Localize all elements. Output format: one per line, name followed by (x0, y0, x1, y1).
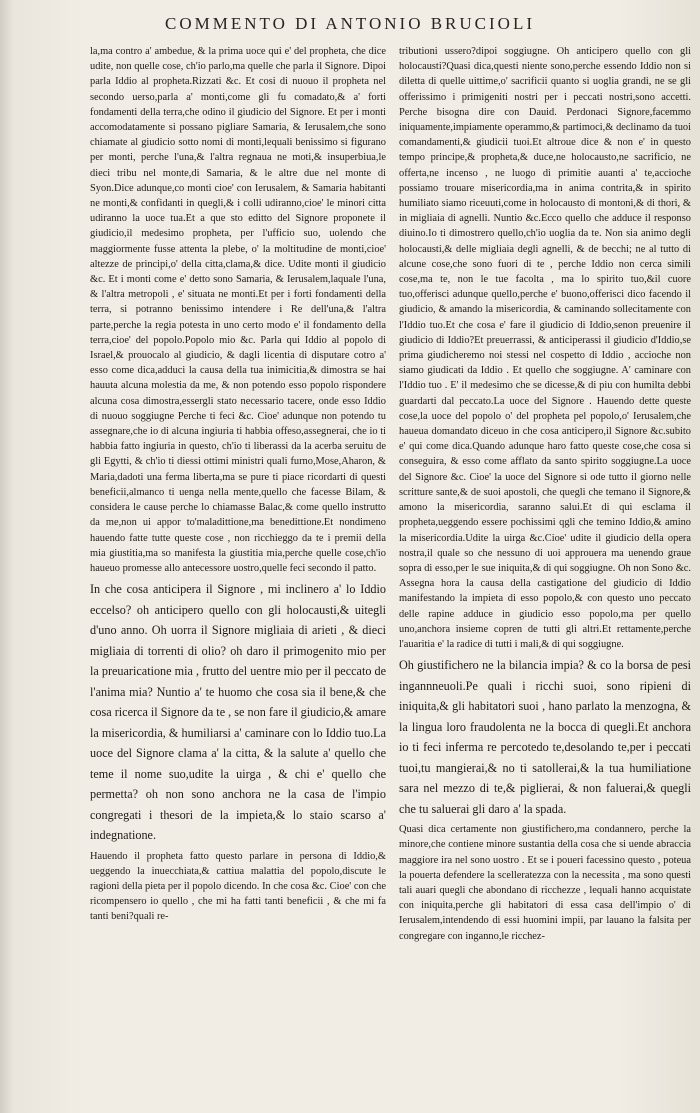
page-gutter-shadow (0, 0, 14, 1113)
running-head: COMMENTO DI ANTONIO BRUCIOLI (164, 14, 535, 33)
right-column (399, 44, 691, 1104)
commentary-paragraph: tributioni ussero?dipoi soggiugne. Oh anticipero quello con gli holocausti?Quasi dica,questi niente sono,perche essendo Iddio non si diletta di quelle uittime,o' sacrificii quanto si uoglia grandi, ne se gli offerissimo i primigeniti nostri per i peccati nostri,sono accetti. Perche bisogna dire con Dauid. Perdonaci Signore,facemmo iniquamente,impiamente operammo,& partimoci,& declinamo da tuoi comandamenti,& giudicii tuoi.Et altroue dice & non e' in questo tempo principe,& propheta,& duce,ne holocausto,ne sacrificio, ne offerta,ne incenso , ne luogo di primitie auanti a' te,accioche possiamo trouare misericordia,ma in anima contrita,& in spirito humiliato siamo riceuuti,come in holocausto di montoni,& di thori, & in migliaia di agnelli. Nuntio &c.Ecco quello che adduce il responso diuino.Io ti dimostrero quello,ch'io uoglia da te. Non sia animo degli holocausti,& delle migliaia degli agnelli, & de becchi; ne al tutto di alcune cose,che sono fuori di te , perche Iddio non cerca simili cose,ma te, non le tue facolta , ma lo spirito tuo,&il cuore tuo,offerisci adunque quello,perche e' buono,offerisci dico facendo il giudicio, & amando la misericordia, & caminando sollecitamente con l'Iddio tuo.Et che cosa e' fare il giudicio di Iddio,senon preuenire il giudicio di Iddio?Et preuerrassi, & anticiperassi il giudicio d'Iddio,se prima giudicheremo noi stessi nel cospetto di Iddio , accioche non siamo giudicati da Iddio . Et quello che soggiugne. A' caminare con l'Iddio tuo . E' il medesimo che se dicesse,& di piu con humilta debbi guardarti dal peccato.La uoce del Signore . Hauendo dette queste cose,la uoce del popolo o' del propheta pel popolo,o' Ierusalem,che haueua domandato diceuo in che cosa anticipero,il Signore &c.subito e' qui come dica.Quando adunque haro fatto queste cose,che cosa si conseguira, & esso come afflato da santo spirito soggiugne.La uoce del Signore &c. Cioe' la uoce del Signore si ode tutto il giorno nelle scritture sante,& de suoi apostoli, che quegli che temano il Signore,& amono la misericordia, saranno salui.Et di qui esclama il propheta,ueggendo essere pochissimi qgli che temino Iddio,& amino la misericordia.Udite la uirga &c.Cioe' udite il giudicio della opera nostra,il quale so che nessuno di uoi approuera ma uenendo graue sopra di esso,per le sue iniquita,& di qui soggiugne. Oh non Sono &c. Assegna hora la causa della castigatione del giudicio di Iddio manifestando la impieta di esso popolo,& con questo uno peccato delle rapine adduce in giudicio esso popolo,ma per quello uno,anchora insieme copren de tutti gli altri.Et rettamente,perche l'auaritia e' la radice di tutti i mali,& di qui soggiugne. (399, 46, 691, 650)
left-column (90, 44, 386, 1089)
commentary-paragraph: la,ma contro a' ambedue, & la prima uoce qui e' del propheta, che dice udite, non quelle cose, ch'io parlo,ma quelle che parla il Signore. Dipoi parla Iddio al propheta.Rizzati &c. Et cosi di nuouo il propheta nel secondo uerso,parla a' monti,come gli fu comadato,& a' forti fondamenti della terra,che odino il giudicio del Signore. Et per i monti accomodatamente si possano pigliare Samaria, & Ierusalem,che sono chiamate al giudicio sotto nomi di monti,lequali benissimo si figurano per monti, perche l'una,& l'altra regnaua ne moti,& insuperbiua,le dieci tribu nel monte,di Samaria, & le altre due nel monte di Syon.Dice adunque,co monti cioe' con Ierusalem, & Samaria habitanti ne monti,& confidanti in quegli,& i colli udiranno,cioe' le minori citta udiranno la uoce tua.Et a que sto editto del Signore proponete il giudicio,il medesimo propheta, per l'ufficio suo, uolendo che maggiormente fusse attenta la plebe, o' la moltitudine de monti,cioe' altezze de principi,o' della citta,clama,& dice. Udite monti il giudicio &c. Et i monti come e' detto sono Samaria, & Ierusalem,laquale l'una, & l'altra metropoli , e' situata ne monti.Et per i forti fondamenti della terra, si potranno benissimo intendere i Re dell'una,& l'altra parte,perche la regia potesta in uno certo modo e' il fondamento della terra,cioe' del popolo.Popolo mio &c. Parla qui Iddio al popolo di Israel,& prouocalo al giudicio, & dagli licentia di disputare cotro a' esso come dica,adduci la causa della tua inimicitia,& dimostra se hai hauuta alcuna molestia da me, & non potendo esso popolo rispondere alcuna cosa dimostra,essergli stato necessario tacere, onde esso Iddio di nuouo soggiugne Perche ti feci &c. Cioe' adunque non potendo tu assegnare,che io di alcuna ingiuria ti habbia offeso,assegnerai, che io ti habbia fatto ingiuria in questo, ch'io ti liberassi da la acerba seruitu de gli Egytti, & ch'io ti diessi ottimi ministri quali furno,Mose,Aharon, & Maria,dadoti una ferma liberta,ma se pure ti piace ricordarti di questi beneficii,almanco ti uenga nella mente,quello che facesse Bilam, & considera le cause perche lo chiamasse Balac,& come quello instrutto da me,non ui appor to'maladittione,ma benedittione.Et nondimeno hauendo fatte tutte queste cose , non ricchieggo da te i premii della mia giustitia,ma so manifesta la giustitia mia,perche quelle cose,ch'io haueuo promesse allo antecessore uostro,quelle feci secondo il patto. (90, 46, 386, 574)
commentary-paragraph: Hauendo il propheta fatto questo parlare in persona di Iddio,& ueggendo la inuecchiata,& cattiua malattia del popolo,discute le ragioni della pieta per il popolo dicendo. In che cosa &c. Cioe' con che ricompensero io quello , che mi ha fatti tanti beneficii , & che mi fa tanti beni?quali re- (90, 850, 386, 923)
commentary-paragraph: Quasi dica certamente non giustifichero,ma condannero, perche la minore,che contiene minore sustantia della cosa che si uende abraccia maggiore ira nel sono uostro . Et se i poueri facessino questo , poteua la pouerta defendere la scelleratezza con la necessita , ma sono questi tali auari quegli che abondano di ricchezze , lequali hanno acquistate con iniquita,perche gli habitatori di essa casa dell'impio o' di Ierusalem,intendendo di essi huomini impii, par lauano la falsita per congregare con inganno,le ricchez- (399, 824, 691, 942)
scripture-passage: Oh giustifichero ne la bilancia impia? & co la borsa de pesi ingannneuoli.Pe quali i ricchi suoi, sono ripieni di iniquita,& gli habitatori suoi , hano parlato la menzogna, & la lingua loro fraudolenta ne la bocca di quegli.Et anchora io ti feci inferma re percotedo te,desolando te,per i peccati tuoi,tu mangierai,& no ti satollerai,& la tua humiliatione sara nel mezzo di te,& piglierai, & non faluerai,& quegli che tu saluerai gli daro a' la spada. (399, 658, 691, 816)
scripture-passage: In che cosa anticipera il Signore , mi inclinero a' lo Iddio eccelso? oh anticipero quello con gli holocausti,& uitegli d'uno anno. Oh uorra il Signore migliaia di arieti , & dieci migliaia di torrenti di olio? oh daro il primogenito mio per la preuaricatione mia , frutto del uentre mio per il peccato de l'anima mia? Nuntio a' te huomo che cosa sia il bene,& che cosa ricerca il Signore da te , se non fare il giudicio,& amare la misericordia, & humiliarsi a' caminare con lo Iddio tuo.La uoce del Signore clama a' la citta, & la salute a' quello che teme il nome suo,udite la uirga , & chi e' quello che permetta? oh non sono anchora ne la casa de l'impio congregati i thesori de la impieta,& lo staio scarso a' indegnatione. (90, 582, 386, 843)
